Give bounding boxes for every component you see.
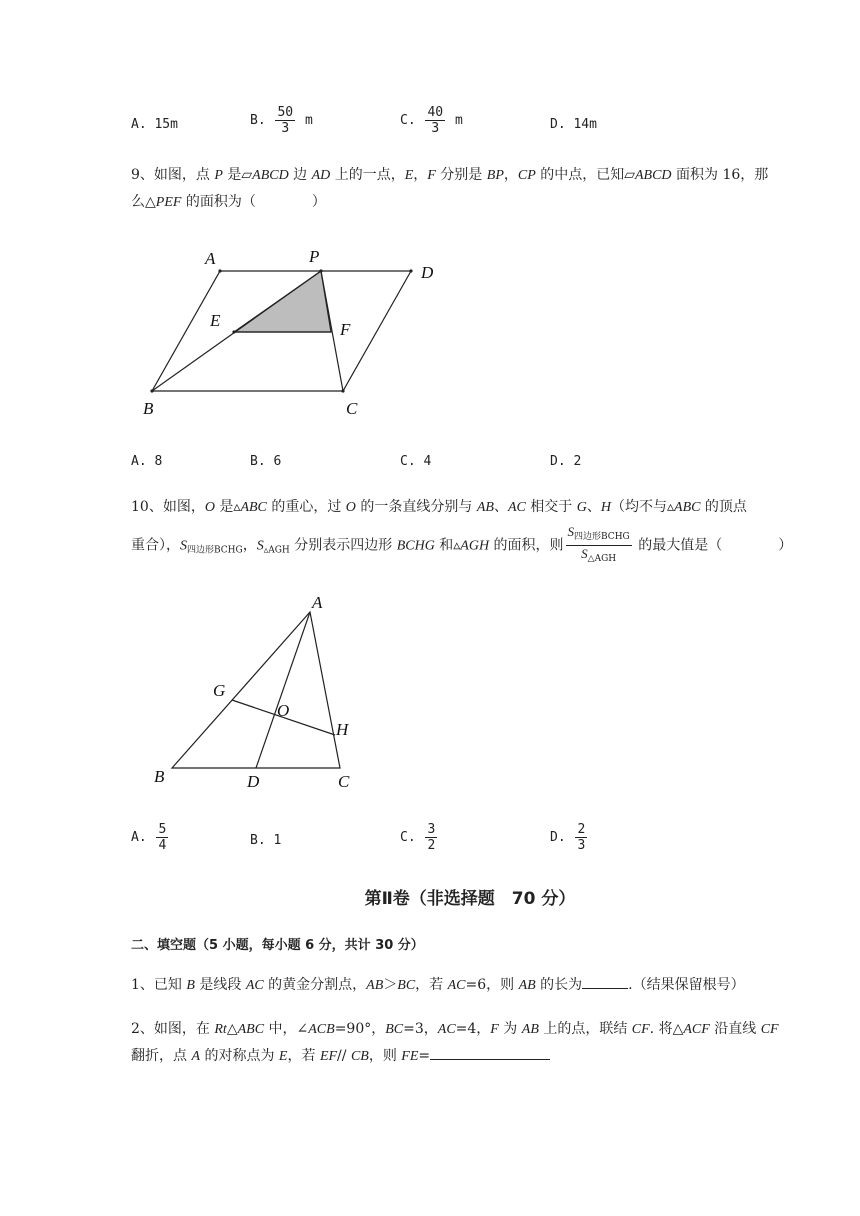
q10-option-a-fraction: $\frac{5}{4}$ [158,822,167,853]
point-c [341,389,344,392]
point-b [150,389,153,392]
q8-option-b-fraction [275,105,295,136]
median-ad [256,612,310,768]
label-b: B [154,767,165,786]
q8-option-c-denominator: 3 [431,121,440,136]
q10-area-ratio-fraction: $\frac{S_{四边形BCHG}}{S_{\triangle AGH}}$ [567,524,630,564]
q8-option-b-numerator: 50 [277,105,294,120]
label-o: O [277,701,290,720]
q10-option-a: A. $\frac{5}{4}$ [131,822,167,853]
q9-line-1: 9、如图，点 P 是▱ABCD 边 AD 上的一点，E，F 分别是 BP，CP 的中点，已知▱ABCD 面积为 16，那 [131,167,769,183]
q10-option-c-fraction: $\frac{3}{2}$ [427,822,436,853]
q8-option-b-label: B. [250,113,266,128]
fill-in-section-heading: 二、填空题（5 小题，每小题 6 分，共计 30 分） [131,938,424,953]
q8-option-b [250,105,313,136]
label-a: A [312,593,323,612]
label-g: G [213,681,226,700]
point-a [218,269,221,272]
q9-option-c: C. 4 [400,454,432,469]
label-c: C [338,772,350,791]
fill-question-2-line-1: 2、如图，在 Rt△ABC 中，∠ACB=90°，BC=3，AC=4，F 为 AB 上的点，联结 CF. 将△ACF 沿直线 CF [131,1021,779,1037]
part-2-title: 第Ⅱ卷（非选择题 70 分） [364,889,576,909]
q8-option-d: D. 14m [550,117,597,132]
q9-line-2: 么△PEF 的面积为（ ） [131,194,326,210]
label-h: H [336,720,349,739]
label-e: E [210,311,221,330]
answer-blank-2[interactable] [430,1059,550,1060]
point-d [409,269,412,272]
label-d: D [421,263,434,282]
label-c: C [346,399,358,418]
label-f: F [340,320,351,339]
q9-parallelogram-figure [135,240,445,420]
q10-option-d: D. $\frac{2}{3}$ [550,822,586,853]
q8-option-a: A. 15m [131,117,178,132]
q9-option-a: A. 8 [131,454,163,469]
label-p: P [309,247,320,266]
fill-question-1: 1、已知 B 是线段 AC 的黄金分割点，AB＞BC，若 AC=6，则 AB 的长为 .（结果保留根号） [131,977,745,993]
q8-option-c-unit: m [454,113,463,128]
triangle-abc [172,612,340,768]
point-e [232,330,235,333]
q8-option-c [400,105,463,136]
q10-option-b: B. 1 [250,833,282,848]
fill-question-2-line-2: 翻折，点 A 的对称点为 E，若 EF// CB，则 FE= [131,1045,550,1068]
q10-triangle-figure [150,590,370,795]
q8-option-b-unit: m [304,113,313,128]
q10-option-d-fraction: $\frac{2}{3}$ [577,822,586,853]
q9-option-d: D. 2 [550,454,582,469]
q8-option-c-label: C. [400,113,416,128]
q10-option-c: C. $\frac{3}{2}$ [400,822,436,853]
label-d: D [247,772,260,791]
q9-option-b: B. 6 [250,454,282,469]
q8-option-b-denominator: 3 [281,121,290,136]
q8-option-c-fraction [425,105,445,136]
answer-blank-1[interactable] [582,988,628,989]
label-a: A [205,249,216,268]
label-b: B [143,399,154,418]
q10-line-1: 10、如图，O 是▵ABC 的重心，过 O 的一条直线分别与 AB、AC 相交于 G、H（均不与▵ABC 的顶点 [131,499,747,515]
point-p [319,269,322,272]
q8-option-c-numerator: 40 [427,105,444,120]
q10-line-2: 重合），$S_{四边形BCHG}$，$S_{▵AGH}$ 分别表示四边形 BCHG 和▵AGH 的面积，则 $\frac{S_{四边形BCHG}}{S_{\triangle AGH}}$ 的最大值是（ ） [131,524,792,567]
